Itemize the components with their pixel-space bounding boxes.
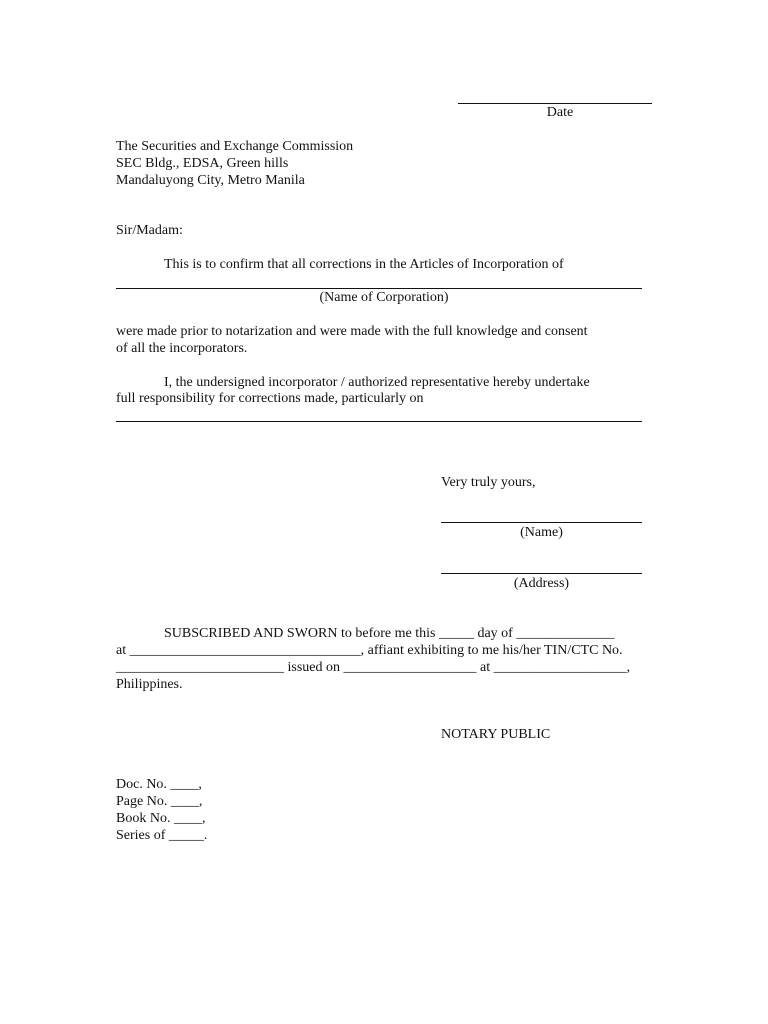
doc-number: Doc. No. ____, (116, 777, 202, 792)
date-label: Date (546, 105, 574, 120)
addressee-line-2: SEC Bldg., EDSA, Green hills (116, 156, 289, 171)
address-line (441, 573, 642, 574)
series-of: Series of _____. (116, 828, 208, 843)
corrections-line (116, 421, 642, 422)
corporation-name-label: (Name of Corporation) (319, 290, 449, 305)
jurat-line-1: SUBSCRIBED AND SWORN to before me this _____ day of ______________ (164, 626, 615, 641)
paragraph-1-line-1: This is to confirm that all corrections in the Articles of Incorporation of (164, 257, 564, 272)
addressee-line-3: Mandaluyong City, Metro Manila (116, 173, 305, 188)
addressee-line-1: The Securities and Exchange Commission (116, 139, 354, 154)
paragraph-2-line-1: were made prior to notarization and were made with the full knowledge and consent (116, 324, 588, 339)
paragraph-3-line-1: I, the undersigned incorporator / authorized representative hereby undertake (164, 375, 590, 390)
closing: Very truly yours, (441, 475, 536, 490)
salutation: Sir/Madam: (116, 223, 183, 238)
name-line (441, 522, 642, 523)
paragraph-3-line-2: full responsibility for corrections made, particularly on (116, 391, 424, 406)
book-number: Book No. ____, (116, 811, 206, 826)
paragraph-2-line-2: of all the incorporators. (116, 341, 248, 356)
notary-public-label: NOTARY PUBLIC (441, 727, 551, 742)
jurat-line-4: Philippines. (116, 677, 183, 692)
name-label: (Name) (520, 525, 563, 540)
page-number: Page No. ____, (116, 794, 203, 809)
address-label: (Address) (513, 576, 570, 591)
jurat-line-2: at _________________________________, affiant exhibiting to me his/her TIN/CTC No. (116, 643, 623, 658)
jurat-line-3: ________________________ issued on ___________________ at ___________________, (116, 660, 631, 675)
